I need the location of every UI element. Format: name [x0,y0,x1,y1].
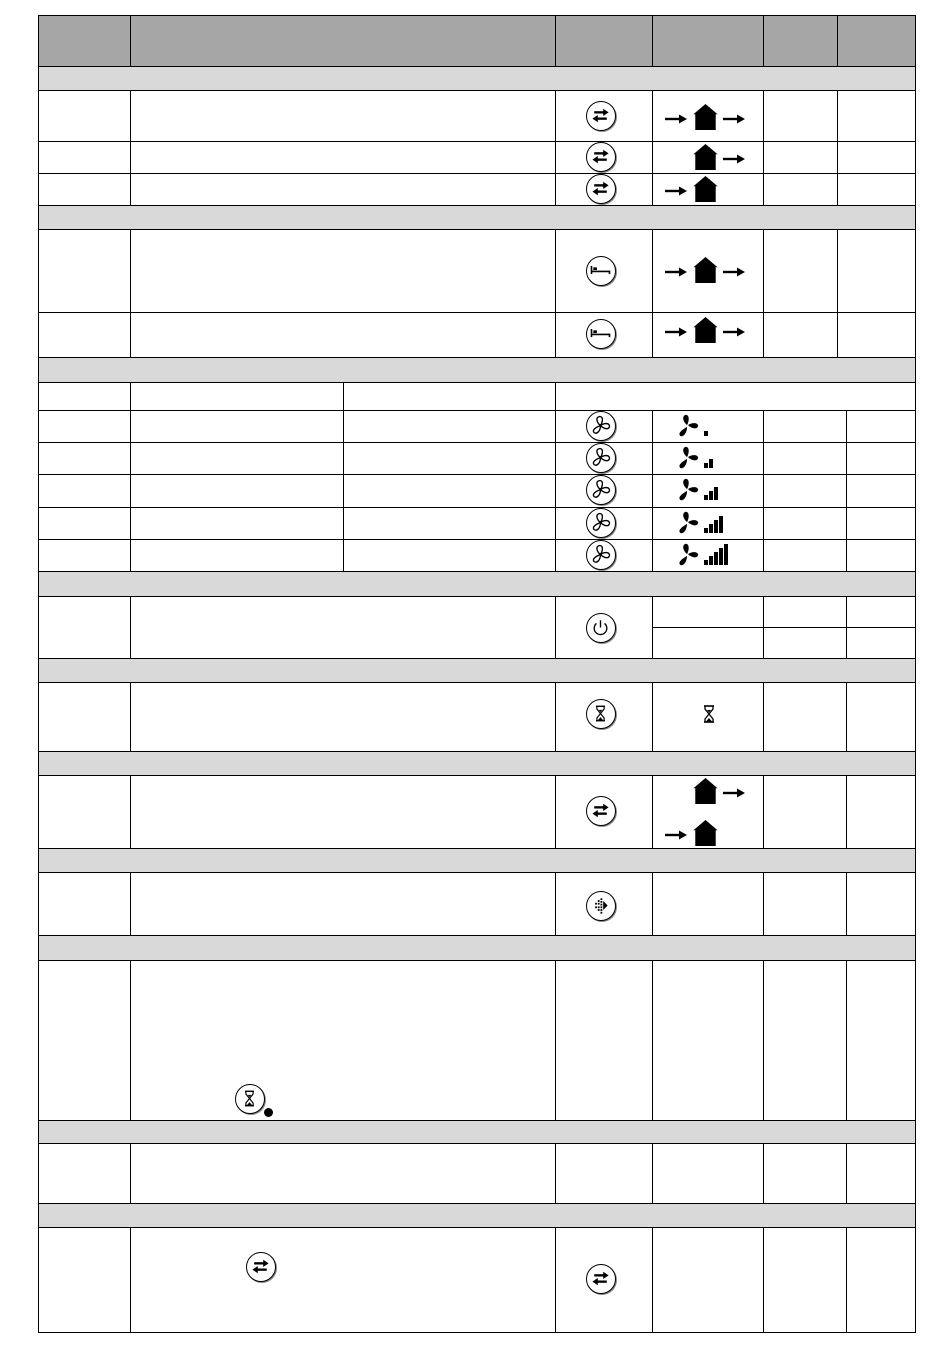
table-cell [38,229,131,313]
table-cell [343,382,556,411]
fan-level-4-icon [676,510,740,536]
table-cell [652,627,764,659]
house-arrows-in-out-icon [665,104,745,130]
table-cell [763,1227,847,1333]
table-cell [130,596,556,659]
table-cell [38,474,131,508]
house-arrow-out-icon [665,144,745,170]
table-cell [38,90,131,142]
table-cell [38,507,131,540]
header-cell [763,15,838,67]
exchange-arrows-icon [586,796,616,826]
section-band [38,205,916,230]
table-cell [343,539,556,572]
exchange-arrows-icon [246,1252,276,1282]
table-cell [837,141,916,174]
table-cell [38,382,131,411]
table-cell [38,872,131,936]
table-cell [130,960,556,1121]
section-band [38,357,916,383]
section-band [38,658,916,683]
header-cell [555,15,653,67]
table-cell [130,229,556,313]
table-cell [763,442,847,475]
section-band [38,1120,916,1144]
section-band [38,848,916,873]
table-cell [38,442,131,475]
house-arrow-out-icon [665,778,745,804]
table-cell [763,1143,847,1204]
header-cell [652,15,764,67]
table-cell [130,410,344,443]
footnote-marker [264,1108,273,1117]
table-cell [846,474,916,508]
table-cell [38,596,131,659]
table-cell [343,474,556,508]
bed-icon [586,319,616,349]
table-cell [763,474,847,508]
table-cell [846,410,916,443]
hourglass-icon [235,1084,265,1114]
table-cell [846,682,916,752]
table-cell [555,1143,653,1204]
table-cell [846,596,916,628]
hourglass-icon [586,699,616,729]
table-cell [846,775,916,849]
table-cell [763,229,838,313]
table-cell [846,627,916,659]
table-cell [763,173,838,206]
table-cell [343,442,556,475]
section-band [38,751,916,776]
section-band [38,66,916,91]
table-cell [763,141,838,174]
table-cell [130,539,344,572]
table-cell [763,872,847,936]
table-cell [763,960,847,1121]
table-cell [652,1143,764,1204]
section-band [38,935,916,961]
fan-icon [586,508,616,538]
table-cell [38,410,131,443]
table-cell [130,474,344,508]
table-cell [763,596,847,628]
table-cell [38,1227,131,1333]
table-cell [837,312,916,358]
table-cell [652,872,764,936]
fan-icon [586,411,616,441]
table-cell [846,507,916,540]
table-cell [652,596,764,628]
table-cell [837,173,916,206]
header-cell [837,15,916,67]
table-cell [38,775,131,849]
fan-level-5-icon [676,542,740,568]
table-cell [763,775,847,849]
section-band [38,571,916,597]
table-cell [846,539,916,572]
table-cell [38,960,131,1121]
table-cell [130,90,556,142]
exchange-arrows-icon [586,142,616,172]
table-cell [130,141,556,174]
table-cell [130,872,556,936]
house-arrows-in-out-icon [665,257,745,283]
header-cell [130,15,556,67]
fan-level-1-icon [676,413,740,439]
header-cell [38,15,131,67]
fan-icon [586,443,616,473]
table-cell [343,410,556,443]
table-cell [837,229,916,313]
table-cell [38,539,131,572]
table-cell [652,960,764,1121]
table-cell [763,539,847,572]
bed-icon [586,256,616,286]
table-cell [130,312,556,358]
table-cell [846,1227,916,1333]
dotted-arrow-icon [586,891,616,921]
fan-icon [586,475,616,505]
table-cell [846,960,916,1121]
exchange-arrows-icon [586,1264,616,1294]
table-cell [130,1227,556,1333]
table-cell [846,872,916,936]
fan-level-2-icon [676,445,740,471]
power-icon [586,613,616,643]
table-cell [763,410,847,443]
house-arrow-in-icon [665,176,745,202]
table-cell [652,1227,764,1333]
table-cell [130,173,556,206]
table-cell [38,141,131,174]
table-cell [555,382,916,411]
table-cell [846,1143,916,1204]
table-cell [130,442,344,475]
hourglass-icon [694,699,724,729]
table-cell [130,1143,556,1204]
table-cell [130,682,556,752]
table-cell [38,1143,131,1204]
table-cell [130,382,344,411]
table-cell [130,507,344,540]
fan-icon [586,540,616,570]
table-cell [38,682,131,752]
table-cell [38,173,131,206]
house-arrow-in-icon [665,820,745,846]
exchange-arrows-icon [586,101,616,131]
table-cell [763,682,847,752]
table-cell [130,775,556,849]
table-cell [837,90,916,142]
table-cell [846,442,916,475]
table-cell [763,312,838,358]
house-arrows-in-out-icon [665,317,745,343]
table-cell [763,627,847,659]
table-cell [343,507,556,540]
fan-level-3-icon [676,477,740,503]
exchange-arrows-icon [586,174,616,204]
table-cell [763,507,847,540]
table-cell [763,90,838,142]
section-band [38,1203,916,1228]
table-cell [555,960,653,1121]
table-cell [38,312,131,358]
